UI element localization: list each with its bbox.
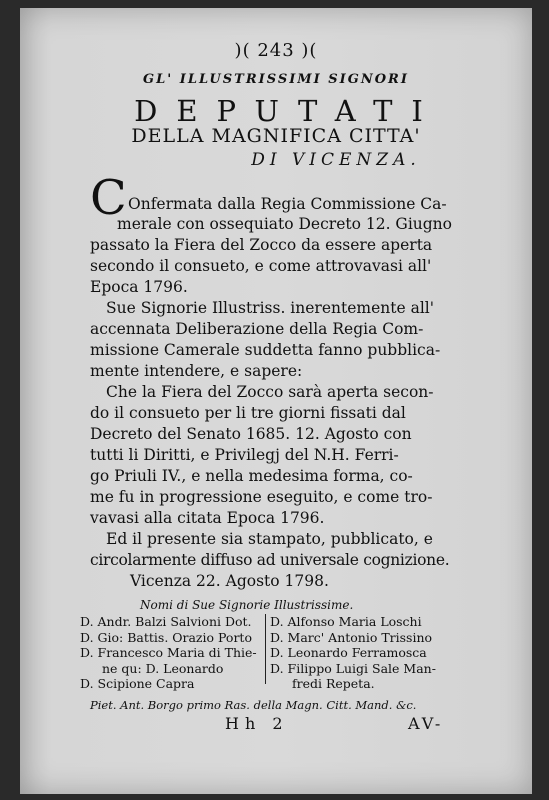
title-line-3: DELLA MAGNIFICA CITTA' <box>131 125 421 147</box>
name-entry: ne qu: D. Leonardo <box>102 660 224 676</box>
body-line: Ed il presente sia stampato, pubblicato, e <box>106 530 433 548</box>
body-line: do il consueto per li tre giorni fissati dal <box>90 404 406 422</box>
title-line-1: GL' ILLUSTRISSIMI SIGNORI <box>143 72 409 87</box>
column-divider <box>265 614 266 684</box>
name-entry: D. Andr. Balzi Salvioni Dot. <box>80 614 252 629</box>
body-line: me fu in progressione eseguito, e come tro- <box>90 488 433 506</box>
printer-line: Piet. Ant. Borgo primo Ras. della Magn. Citt. Mand. &c. <box>90 698 417 712</box>
title-line-4: DI VICENZA. <box>251 150 421 170</box>
body-line: missione Camerale suddetta fanno pubblica- <box>90 341 441 359</box>
body-line: Che la Fiera del Zocco sarà aperta secon- <box>106 383 434 401</box>
drop-cap: C <box>90 170 127 226</box>
names-left-column <box>80 614 257 692</box>
title-line-2: DEPUTATI <box>134 94 442 128</box>
name-entry: D. Marc' Antonio Trissino <box>270 629 433 645</box>
names-right-column <box>270 614 436 692</box>
body-line: merale con ossequiato Decreto 12. Giugno <box>117 215 452 233</box>
date-line-visible: Vicenza 22. Agosto 1798. <box>130 572 329 590</box>
body-line: Sue Signorie Illustriss. inerentemente all' <box>106 299 434 317</box>
name-entry: D. Scipione Capra <box>80 676 195 691</box>
body-line: passato la Fiera del Zocco da essere aperta <box>90 236 433 254</box>
name-entry: D. Francesco Maria di Thie- <box>80 645 257 660</box>
name-entry: fredi Repeta. <box>292 676 375 691</box>
body-line: go Priuli IV., e nella medesima forma, co- <box>90 467 413 485</box>
body-line: circolarmente diffuso ad universale cognizione. <box>90 551 450 569</box>
page-number: )( 243 )( <box>234 40 318 61</box>
catchword: AV- <box>408 714 444 733</box>
name-entry: D. Alfonso Maria Loschi <box>270 614 422 629</box>
body-line: Epoca 1796. <box>90 278 188 296</box>
body-line: accennata Deliberazione della Regia Com- <box>90 320 424 338</box>
body-line: vavasi alla citata Epoca 1796. <box>90 509 325 527</box>
body-line: mente intendere, e sapere: <box>90 362 303 380</box>
body-line: secondo il consueto, e come attrovavasi all' <box>90 257 432 275</box>
name-entry: D. Filippo Luigi Sale Man- <box>270 660 436 676</box>
name-entry: D. Leonardo Ferramosca <box>270 645 427 660</box>
body-line: Onfermata dalla Regia Commissione Ca- <box>128 195 447 213</box>
body-line: tutti li Diritti, e Privilegj del N.H. Ferri- <box>90 446 399 464</box>
signature-mark: Hh 2 <box>225 714 289 733</box>
document-page <box>20 8 532 794</box>
body-line: Decreto del Senato 1685. 12. Agosto con <box>90 425 412 443</box>
names-heading: Nomi di Sue Signorie Illustrissime. <box>140 598 354 612</box>
name-entry: D. Gio: Battis. Orazio Porto <box>80 629 252 645</box>
